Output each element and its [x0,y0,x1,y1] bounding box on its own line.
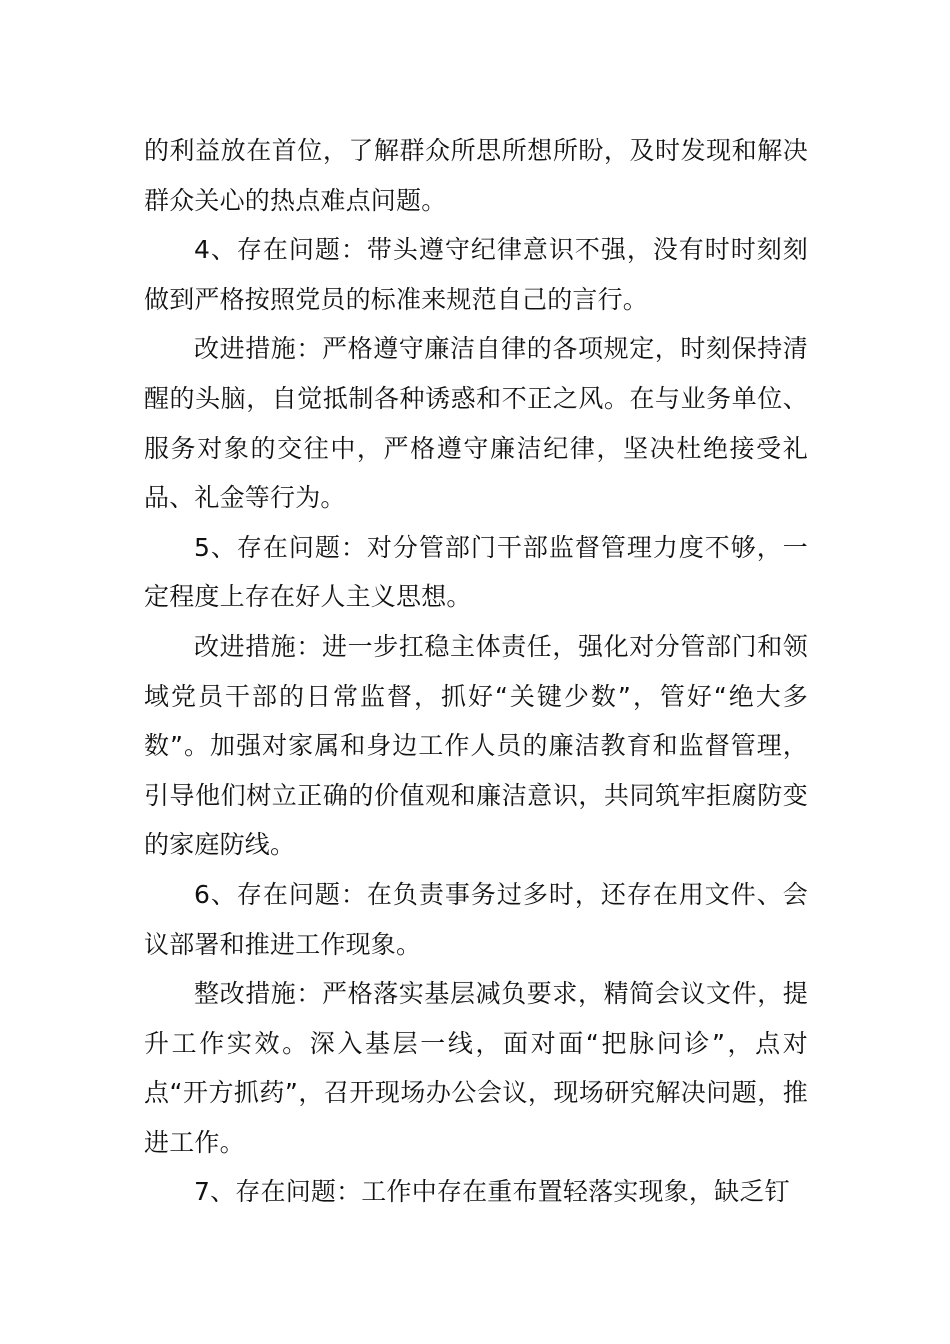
paragraph-continuation: 的利益放在首位，了解群众所思所想所盼，及时发现和解决群众关心的热点难点问题。 [144,136,808,215]
paragraph-issue-5: 5、存在问题：对分管部门干部监督管理力度不够，一定程度上存在好人主义思想。 [144,532,808,612]
paragraph-issue-4: 4、存在问题：带头遵守纪律意识不强，没有时时刻刻做到严格按照党员的标准来规范自己的言行。 [144,235,808,314]
paragraph-issue-7: 7、存在问题：工作中存在重布置轻落实现象，缺乏钉 [194,1177,790,1207]
paragraph-measure-4: 改进措施：严格遵守廉洁自律的各项规定，时刻保持清醒的头脑，自觉抵制各种诱惑和不正之风。在与业务单位、服务对象的交往中，严格遵守廉洁纪律，坚决杜绝接受礼品、礼金等行为。 [144,334,808,513]
paragraph-measure-6: 整改措施：严格落实基层减负要求，精简会议文件，提升工作实效。深入基层一线，面对面“把脉问诊”，点对点“开方抓药”，召开现场办公会议，现场研究解决问题，推进工作。 [144,979,808,1157]
document-body [144,126,808,1217]
paragraph-measure-5: 改进措施：进一步扛稳主体责任，强化对分管部门和领域党员干部的日常监督，抓好“关键少数”，管好“绝大多数”。加强对家属和身边工作人员的廉洁教育和监督管理，引导他们树立正确的价值观和廉洁意识，共同筑牢拒腐防变的家庭防线。 [144,631,808,860]
paragraph-issue-6: 6、存在问题：在负责事务过多时，还存在用文件、会议部署和推进工作现象。 [144,879,808,959]
